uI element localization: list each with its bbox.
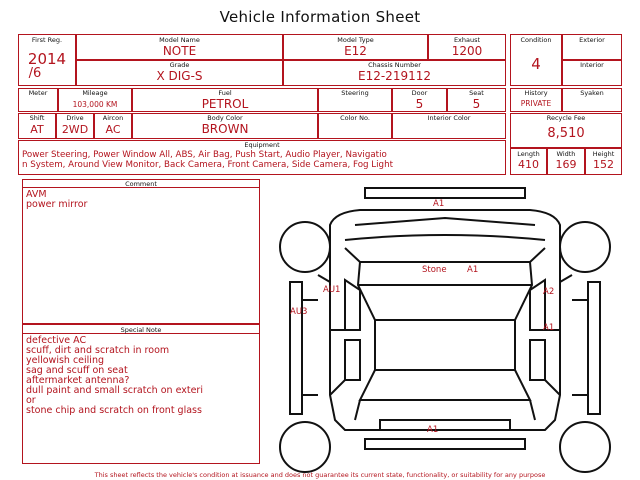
model-name-label: Model Name xyxy=(159,36,200,44)
seat-value: 5 xyxy=(472,97,481,111)
height-value: 152 xyxy=(593,158,614,171)
right-rear-window xyxy=(530,340,545,380)
meter-label: Meter xyxy=(28,89,48,97)
door-value: 5 xyxy=(415,97,424,111)
width-label: Width xyxy=(556,150,576,158)
height-label: Height xyxy=(592,150,615,158)
comment-line-1: AVM xyxy=(26,189,47,200)
special-note-line-3: yellowish ceiling xyxy=(26,355,104,366)
comment-label: Comment xyxy=(125,180,157,188)
condition-value: 4 xyxy=(531,55,541,73)
shift-label: Shift xyxy=(29,114,45,122)
marker-au3: AU3 xyxy=(290,307,308,317)
aircon-value: AC xyxy=(105,123,121,136)
right-side-skirt xyxy=(588,282,600,414)
mirrors xyxy=(318,275,572,282)
front-left-wheel xyxy=(280,222,330,272)
sheet-title: Vehicle Information Sheet xyxy=(219,8,421,26)
exhaust-label: Exhaust xyxy=(453,36,481,44)
first-reg-month: /6 xyxy=(28,66,42,81)
door-lines xyxy=(330,330,560,395)
rear-glass xyxy=(360,370,530,400)
equipment-label: Equipment xyxy=(244,141,280,149)
marker-a2: A2 xyxy=(543,287,555,297)
exhaust-value: 1200 xyxy=(451,44,483,58)
length-label: Length xyxy=(517,150,540,158)
history-value: PRIVATE xyxy=(520,99,552,108)
front-bumper xyxy=(365,188,525,198)
special-note-line-5: aftermarket antenna? xyxy=(26,375,130,386)
drive-value: 2WD xyxy=(61,123,89,136)
history-label: History xyxy=(524,89,548,97)
width-value: 169 xyxy=(555,158,577,171)
color-no-label: Color No. xyxy=(340,114,370,122)
marker-stone-grade: A1 xyxy=(467,265,479,275)
model-type-label: Model Type xyxy=(337,36,374,44)
interior-color-label: Interior Color xyxy=(427,114,471,122)
recycle-fee-label: Recycle Fee xyxy=(546,114,586,122)
mileage-label: Mileage xyxy=(82,89,108,97)
chassis-number-label: Chassis Number xyxy=(368,61,421,69)
disclaimer: This sheet reflects the vehicle's condition at issuance and does not guarantee its current state, functionality, or suitability for any purpose xyxy=(94,471,546,479)
seat-label: Seat xyxy=(469,89,484,97)
rear-panel xyxy=(355,400,535,430)
marker-a1-rear: A1 xyxy=(427,425,439,435)
model-name-value: NOTE xyxy=(162,44,197,58)
left-rear-window xyxy=(345,340,360,380)
marker-au1: AU1 xyxy=(323,285,341,295)
rear-right-wheel xyxy=(560,422,610,472)
special-note-line-8: stone chip and scratch on front glass xyxy=(26,405,202,416)
left-front-window xyxy=(345,280,360,330)
first-reg-year: 2014 xyxy=(27,50,67,68)
fuel-value: PETROL xyxy=(201,97,249,111)
fuel-label: Fuel xyxy=(218,89,232,97)
left-side-skirt xyxy=(290,282,302,414)
condition-label: Condition xyxy=(520,36,552,44)
marker-stone: Stone xyxy=(422,265,447,275)
exterior-label: Exterior xyxy=(579,36,605,44)
special-note-line-2: scuff, dirt and scratch in room xyxy=(26,345,170,356)
special-note-line-1: defective AC xyxy=(26,335,87,346)
mileage-value: 103,000 KM xyxy=(72,100,118,109)
special-note-label: Special Note xyxy=(120,326,162,334)
aircon-label: Aircon xyxy=(102,114,124,122)
equipment-line-2: n System, Around View Monitor, Back Camera, Front Camera, Side Camera, Fog Light xyxy=(22,160,393,170)
chassis-number-value: E12-219112 xyxy=(358,69,431,83)
special-note-line-7: or xyxy=(26,395,36,406)
hood xyxy=(345,218,545,240)
body-color-value: BROWN xyxy=(201,122,249,136)
model-type-value: E12 xyxy=(344,44,367,58)
grade-label: Grade xyxy=(169,61,190,69)
recycle-fee-value: 8,510 xyxy=(547,126,585,141)
body-color-label: Body Color xyxy=(207,114,243,122)
marker-a1-right: A1 xyxy=(543,323,555,333)
equipment-line-1: Power Steering, Power Window All, ABS, Air Bag, Push Start, Audio Player, Navigatio xyxy=(22,150,387,160)
shift-value: AT xyxy=(30,123,44,136)
special-note-line-4: sag and scuff on seat xyxy=(26,365,128,376)
grade-value: X DIG-S xyxy=(156,69,203,83)
comment-line-2: power mirror xyxy=(26,199,88,210)
steering-label: Steering xyxy=(341,89,369,97)
marker-roof-front: A1 xyxy=(433,199,445,209)
hood-lower xyxy=(345,248,545,262)
interior-label: Interior xyxy=(580,61,604,69)
first-reg-label: First Reg. xyxy=(31,36,63,44)
syaken-label: Syaken xyxy=(580,89,604,97)
drive-label: Drive xyxy=(66,114,84,122)
roof xyxy=(375,320,515,370)
rear-left-wheel xyxy=(280,422,330,472)
front-right-wheel xyxy=(560,222,610,272)
rear-bumper xyxy=(365,439,525,449)
door-label: Door xyxy=(411,89,428,97)
special-note-line-6: dull paint and small scratch on exteri xyxy=(26,385,203,396)
length-value: 410 xyxy=(518,158,539,171)
